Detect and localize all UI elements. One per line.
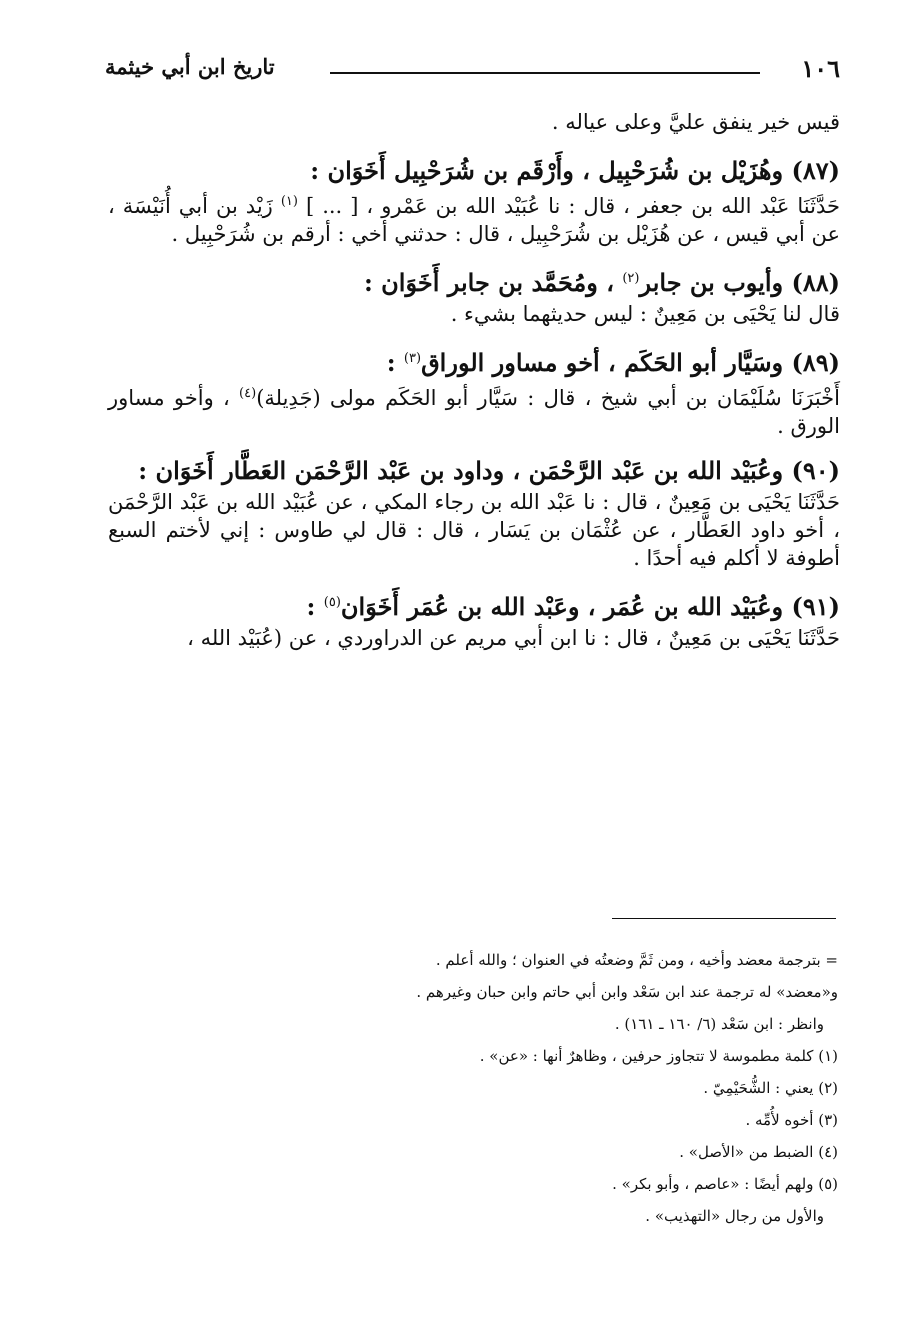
footnote-continuation-3: وانظر : ابن سَعْد (٦/ ١٦٠ ـ ١٦١) .	[614, 1015, 824, 1033]
entry-91-heading-b: :	[306, 592, 316, 621]
intro-line: قيس خير ينفق عليَّ وعلى عياله .	[551, 110, 840, 134]
footnote-5-continuation: والأول من رجال «التهذيب» .	[645, 1207, 824, 1225]
footnote-3: (٣) أخوه لأُمِّه .	[745, 1111, 838, 1129]
entry-89-heading	[108, 342, 840, 380]
footnote-1: (١) كلمة مطموسة لا تتجاوز حرفين ، وظاهرٌ أنها : «عن» .	[479, 1047, 838, 1065]
page-number: ١٠٦	[801, 54, 840, 83]
book-title: تاريخ ابن أبي خيثمة	[105, 54, 275, 79]
entry-90-heading: (٩٠) وعُبَيْد الله بن عَبْد الرَّحْمَن ، وداود بن عَبْد الرَّحْمَن العَطَّار أَخَوَان :	[138, 456, 840, 485]
footnote-separator	[612, 918, 836, 919]
footnote-ref-4: (٤)	[239, 386, 257, 401]
entry-89-heading-b: :	[386, 348, 396, 377]
footnote-ref-3: (٣)	[403, 351, 422, 366]
entry-89-heading-a: (٨٩) وسَيَّار أبو الحَكَم ، أخو مساور الوراق	[421, 348, 840, 377]
page-header	[105, 50, 840, 90]
entry-90-text: حَدَّثَنَا يَحْيَى بن مَعِينٌ ، قال : نا عَبْد الله بن رجاء المكي ، عن عُبَيْد الله بن عَبْد الرَّحْمَن ، أخو داود العَطَّار ، عن عُثْمَان بن يَسَار ، قال : قال لي طاوس : إني لأختم السبع أطوفة لا أكلم فيه أحدًا .	[108, 490, 840, 570]
entry-87-text-b: زَيْد بن أبي أُنَيْسَة ، عن أبي قيس ، عن هُزَيْل بن شُرَحْبِيل ، قال : حدثني أخي : أرقم بن شُرَحْبِيل .	[108, 194, 840, 246]
entry-87-text-a: حَدَّثَنَا عَبْد الله بن جعفر ، قال : نا عُبَيْد الله بن عَمْرو ، [ ... ]	[306, 194, 840, 218]
footnote-5: (٥) ولهم أيضًا : «عاصم ، وأبو بكر» .	[612, 1175, 838, 1193]
entry-91-text: حَدَّثَنَا يَحْيَى بن مَعِينٌ ، قال : نا ابن أبي مريم عن الدراوردي ، عن (عُبَيْد الله ،	[187, 626, 840, 650]
footnotes	[300, 948, 838, 1236]
main-text	[108, 108, 840, 652]
header-rule	[330, 72, 760, 74]
entry-88-heading-b: ، ومُحَمَّد بن جابر أَخَوَان :	[363, 268, 614, 297]
footnote-ref-5: (٥)	[323, 595, 341, 610]
footnote-2: (٢) يعني : الشُّحَيْمِيّ .	[703, 1079, 838, 1097]
entry-87-text	[108, 188, 840, 248]
entry-91-heading-a: (٩١) وعُبَيْد الله بن عُمَر ، وعَبْد الله بن عُمَر أَخَوَان	[340, 592, 840, 621]
footnote-ref-1: (١)	[280, 194, 298, 209]
entry-89-text-a: أَخْبَرَنَا سُلَيْمَان بن أبي شيخ ، قال : سَيَّار أبو الحَكَم مولى (جَدِيلة)	[256, 386, 840, 410]
entry-88-heading	[108, 262, 840, 300]
entry-91-heading	[108, 586, 840, 624]
entry-89-text	[108, 380, 840, 440]
entry-89-text-b: ، وأخو مساور الورق .	[108, 386, 840, 438]
footnote-continuation-1: = بترجمة معضد وأخيه ، ومن ثَمَّ وضعتُه في العنوان ؛ والله أعلم .	[435, 951, 838, 969]
entry-88-text: قال لنا يَحْيَى بن مَعِينٌ : ليس حديثهما بشيء .	[450, 302, 840, 326]
entry-88-heading-a: (٨٨) وأيوب بن جابر	[639, 268, 840, 297]
entry-87-heading: (٨٧) وهُزَيْل بن شُرَحْبِيل ، وأَرْقَم بن شُرَحْبِيل أَخَوَان :	[310, 156, 840, 185]
footnote-continuation-2: و«معضد» له ترجمة عند ابن سَعْد وابن أبي حاتم وابن حبان وغيرهم .	[416, 983, 838, 1001]
footnote-ref-2: (٢)	[622, 271, 640, 286]
footnote-4: (٤) الضبط من «الأصل» .	[679, 1143, 838, 1161]
